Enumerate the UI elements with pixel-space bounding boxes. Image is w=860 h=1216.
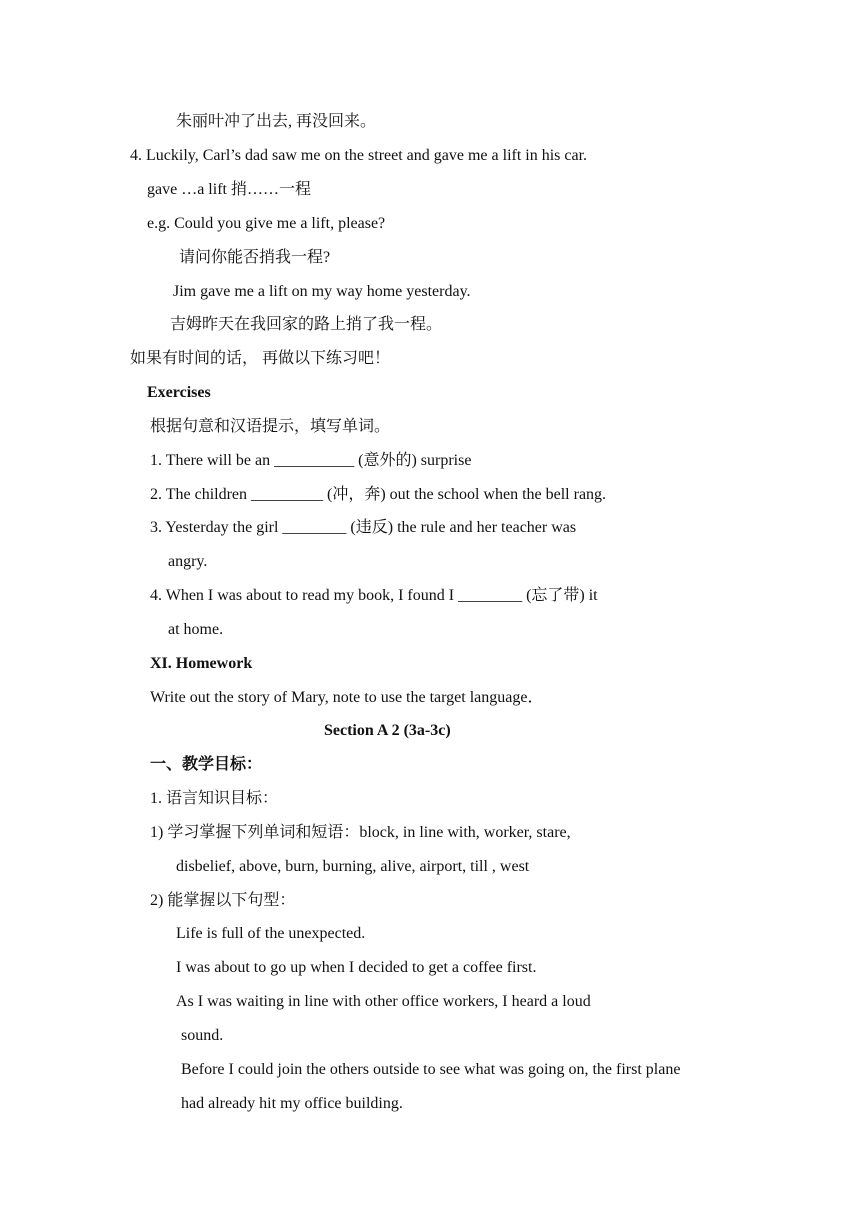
line-vocabulary-goal: 1) 学习掌握下列单词和短语：block, in line with, worker, stare, <box>150 824 571 841</box>
pattern-sentence-3-continued: sound. <box>181 1027 224 1044</box>
pattern-sentence-3: As I was waiting in line with other office workers, I heard a loud <box>176 993 591 1010</box>
exercise-item-1: 1. There will be an __________ (意外的) surprise <box>150 452 472 469</box>
line-phrase-gave-a-lift: gave …a lift 捎……一程 <box>147 181 311 198</box>
line-sentence-patterns-goal: 2) 能掌握以下句型： <box>150 892 296 909</box>
line-vocabulary-continued: disbelief, above, burn, burning, alive, airport, till , west <box>176 858 530 875</box>
line-language-goals: 1. 语言知识目标： <box>150 790 279 807</box>
heading-exercises: Exercises <box>147 384 211 401</box>
pattern-sentence-4-continued: had already hit my office building. <box>181 1095 403 1112</box>
pattern-sentence-1: Life is full of the unexpected. <box>176 925 366 942</box>
heading-teaching-goals: 一、教学目标： <box>150 756 263 773</box>
line-example-1-translation: 请问你能否捎我一程? <box>179 249 331 266</box>
line-exercise-instructions: 根据句意和汉语提示，填写单词。 <box>150 418 391 435</box>
exercise-item-4-continued: at home. <box>168 621 224 638</box>
line-optional-note: 如果有时间的话， 再做以下练习吧！ <box>130 350 391 367</box>
exercise-item-3: 3. Yesterday the girl ________ (违反) the rule and her teacher was <box>150 519 577 536</box>
section-title: Section A 2 (3a-3c) <box>324 722 451 739</box>
line-example-1: e.g. Could you give me a lift, please? <box>147 215 386 232</box>
line-translation-juliet: 朱丽叶冲了出去, 再没回来。 <box>176 113 377 130</box>
exercise-item-4: 4. When I was about to read my book, I found I ________ (忘了带) it <box>150 587 598 604</box>
exercise-item-3-continued: angry. <box>168 553 208 570</box>
heading-homework: XI. Homework <box>150 655 253 672</box>
line-example-2: Jim gave me a lift on my way home yesterday. <box>173 283 471 300</box>
line-homework-task: Write out the story of Mary, note to use the target language． <box>150 689 544 706</box>
line-item-4-sentence: 4. Luckily, Carl’s dad saw me on the street and gave me a lift in his car. <box>130 147 588 164</box>
pattern-sentence-2: I was about to go up when I decided to get a coffee first. <box>176 959 537 976</box>
exercise-item-2: 2. The children _________ (冲，奔) out the school when the bell rang. <box>150 486 607 503</box>
line-example-2-translation: 吉姆昨天在我回家的路上捎了我一程。 <box>170 316 443 333</box>
pattern-sentence-4: Before I could join the others outside to see what was going on, the first plane <box>181 1061 681 1078</box>
